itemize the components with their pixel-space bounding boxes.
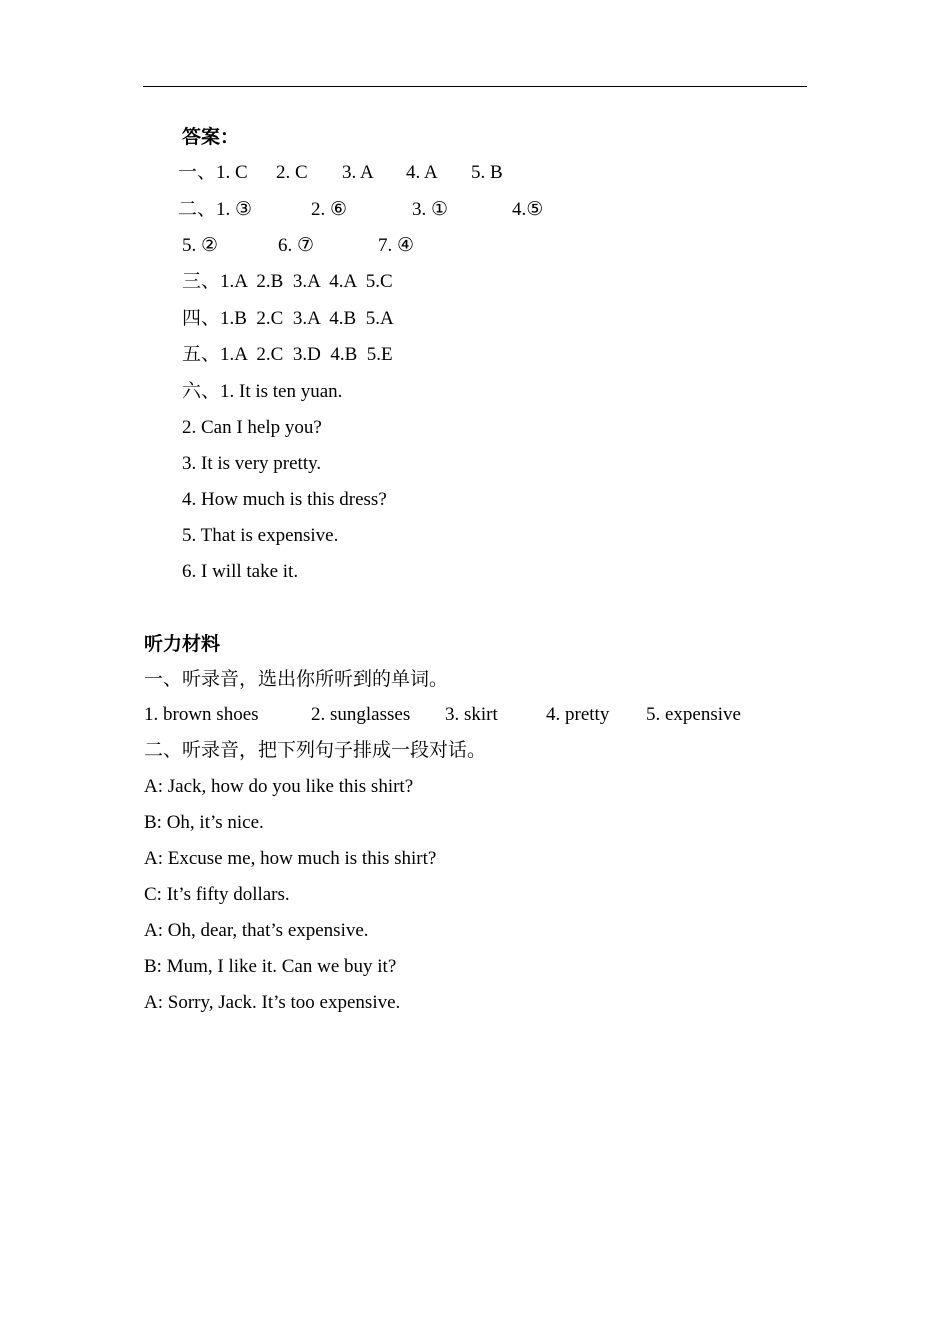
answers-section-4: 四、1.B 2.C 3.A 4.B 5.A	[182, 308, 394, 329]
dialogue-line: B: Mum, I like it. Can we buy it?	[144, 956, 397, 977]
section-1-item: 2. C	[276, 162, 308, 183]
section-1-item: 5. B	[471, 162, 503, 183]
dialogue-line: C: It’s fifty dollars.	[144, 884, 290, 905]
answers-section-6-item: 6. I will take it.	[182, 561, 299, 582]
answers-section-6-item: 2. Can I help you?	[182, 417, 322, 438]
listening-word: 1. brown shoes	[144, 704, 259, 725]
answers-section-6-first: 六、1. It is ten yuan.	[182, 381, 343, 402]
listening-heading: 听力材料	[144, 634, 221, 655]
section-2-item: 6. ⑦	[278, 235, 315, 256]
section-2-item: 2. ⑥	[311, 199, 348, 220]
section-2-item: 5. ②	[182, 235, 219, 256]
section-1-item: 4. A	[406, 162, 438, 183]
section-1-prefix: 一、	[178, 162, 217, 183]
section-2-item: 1. ③	[216, 199, 253, 220]
answers-section-6-item: 5. That is expensive.	[182, 525, 339, 546]
listening-part-1-instruction: 一、听录音，选出你所听到的单词。	[144, 669, 449, 690]
answers-section-6-item: 4. How much is this dress?	[182, 489, 387, 510]
dialogue-line: A: Jack, how do you like this shirt?	[144, 776, 414, 797]
section-2-item: 7. ④	[378, 235, 415, 256]
answers-section-5: 五、1.A 2.C 3.D 4.B 5.E	[182, 344, 393, 365]
dialogue-line: B: Oh, it’s nice.	[144, 812, 264, 833]
listening-word: 4. pretty	[546, 704, 610, 725]
dialogue-line: A: Sorry, Jack. It’s too expensive.	[144, 992, 401, 1013]
section-2-prefix: 二、	[178, 199, 217, 220]
listening-word: 3. skirt	[445, 704, 498, 725]
header-rule	[143, 86, 807, 87]
section-1-item: 1. C	[216, 162, 248, 183]
dialogue-line: A: Oh, dear, that’s expensive.	[144, 920, 369, 941]
listening-word: 5. expensive	[646, 704, 741, 725]
section-2-item: 3. ①	[412, 199, 449, 220]
listening-word: 2. sunglasses	[311, 704, 411, 725]
listening-part-2-instruction: 二、听录音，把下列句子排成一段对话。	[144, 740, 487, 761]
answers-heading: 答案：	[182, 127, 240, 148]
section-2-item: 4.⑤	[512, 199, 544, 220]
section-1-item: 3. A	[342, 162, 374, 183]
dialogue-line: A: Excuse me, how much is this shirt?	[144, 848, 437, 869]
answers-section-6-item: 3. It is very pretty.	[182, 453, 322, 474]
answers-section-3: 三、1.A 2.B 3.A 4.A 5.C	[182, 271, 393, 292]
